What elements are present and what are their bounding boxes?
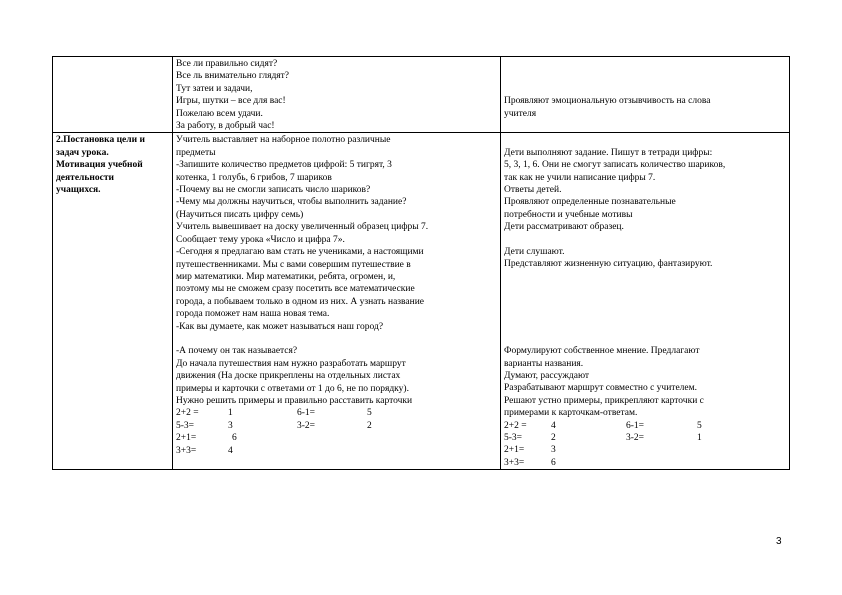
text-line: Проявляют определенные познавательные	[504, 197, 676, 208]
text-line: потребности и учебные мотивы	[504, 209, 633, 220]
text-line: поэтому мы не сможем сразу посетить все математические	[176, 284, 415, 295]
table-row	[53, 57, 790, 133]
text-line: Учитель вывешивает на доску увеличенный образец цифры 7.	[176, 222, 429, 233]
text-line: города поможет нам наша новая тема.	[176, 309, 330, 320]
stage-title-line: учащихся.	[56, 185, 101, 196]
text-line: Представляют жизненную ситуацию, фантазируют.	[504, 259, 713, 270]
text-line	[504, 320, 786, 332]
text-line: путешественниками. Мы с вами совершим путешествие в	[176, 259, 411, 270]
text-line: мир математики. Мир математики, ребята, огромен, и,	[176, 271, 396, 282]
text-line: (Научиться писать цифру семь)	[176, 209, 304, 220]
text-line: Решают устно примеры, прикрепляют карточки с	[504, 395, 704, 406]
example-row	[176, 420, 497, 432]
text-line	[504, 271, 786, 283]
example-expression: 6-1=	[297, 408, 316, 419]
example-card: 5	[367, 408, 372, 419]
text-line: До начала путешествия нам нужно разработать маршрут	[176, 358, 406, 369]
example-card: 2	[367, 420, 372, 431]
example-expression: 3+3=	[176, 445, 197, 456]
teacher-activity-cell	[173, 57, 501, 133]
example-expression: 5-3=	[504, 433, 523, 444]
text-line: Проявляют эмоциональную отзывчивость на слова	[504, 96, 711, 107]
text-line: -А почему он так называется?	[176, 346, 298, 357]
text-line: -Сегодня я предлагаю вам стать не учениками, а настоящими	[176, 247, 424, 258]
text-line: Ответы детей.	[504, 185, 562, 196]
text-line	[504, 308, 786, 320]
student-activity-cell	[501, 57, 790, 133]
answer-row	[504, 420, 786, 432]
answer-row	[504, 432, 786, 444]
example-expression: 3-2=	[626, 433, 645, 444]
text-line: За работу, в добрый час!	[176, 121, 275, 132]
text-line	[176, 333, 497, 345]
table-row	[53, 133, 790, 470]
example-expression: 2+1=	[176, 433, 197, 444]
text-line: Учитель выставляет на наборное полотно различные	[176, 135, 391, 146]
text-line: котенка, 1 голубь, 6 грибов, 7 шариков	[176, 172, 332, 183]
example-expression: 5-3=	[176, 420, 195, 431]
text-line: Дети слушают.	[504, 247, 565, 258]
text-line: -Почему вы не смогли записать число шариков?	[176, 185, 371, 196]
example-card: 6	[232, 433, 237, 444]
text-line: Пожелаю всем удачи.	[176, 108, 263, 119]
example-row	[176, 445, 497, 457]
text-line: примерами к карточкам-ответам.	[504, 408, 638, 419]
example-expression: 2+2 =	[176, 408, 199, 419]
example-card: 6	[551, 457, 556, 468]
text-line: Думают, рассуждают	[504, 371, 590, 382]
example-expression: 2+1=	[504, 445, 525, 456]
text-line	[504, 333, 786, 345]
text-line: Сообщает тему урока «Число и цифра 7».	[176, 234, 345, 245]
teacher-activity-cell	[173, 133, 501, 470]
example-expression: 2+2 =	[504, 420, 527, 431]
example-card: 5	[697, 420, 702, 431]
text-line: -Как вы думаете, как может называться наш город?	[176, 321, 384, 332]
text-line: города, а побываем только в одном из них. А узнать название	[176, 296, 424, 307]
text-line: Дети выполняют задание. Пишут в тетради цифры:	[504, 147, 713, 158]
stage-cell	[53, 133, 173, 470]
text-line	[504, 234, 786, 246]
text-line: движения (На доске прикреплены на отдельных листах	[176, 371, 401, 382]
stage-title-line: задач урока.	[56, 147, 109, 158]
stage-title-line: 2.Постановка цели и	[56, 135, 145, 146]
example-card: 3	[228, 420, 233, 431]
text-line: Разрабатывают маршрут совместно с учителем.	[504, 383, 698, 394]
text-line: -Запишите количество предметов цифрой: 5 тигрят, 3	[176, 160, 392, 171]
example-expression: 3+3=	[504, 457, 525, 468]
example-card: 4	[228, 445, 233, 456]
text-line	[504, 283, 786, 295]
student-activity-cell	[501, 133, 790, 470]
text-line	[504, 296, 786, 308]
text-line: 5, 3, 1, 6. Они не смогут записать количество шариков,	[504, 160, 726, 171]
text-line: варианты названия.	[504, 358, 584, 369]
example-card: 3	[551, 445, 556, 456]
example-card: 4	[551, 420, 556, 431]
text-line: учителя	[504, 108, 537, 119]
text-line: Нужно решить примеры и правильно расставить карточки	[176, 395, 413, 406]
text-line: Игры, шутки – все для вас!	[176, 96, 286, 107]
example-card: 2	[551, 433, 556, 444]
text-line: предметы	[176, 147, 216, 158]
text-line: Дети рассматривают образец.	[504, 222, 624, 233]
text-line: Все ли правильно сидят?	[176, 59, 278, 69]
example-row	[176, 407, 497, 419]
example-row	[176, 432, 497, 444]
stage-title-line: деятельности	[56, 172, 114, 183]
text-line: -Чему мы должны научиться, чтобы выполнить задание?	[176, 197, 407, 208]
text-line: Тут затеи и задачи,	[176, 83, 253, 94]
text-line: Все ль внимательно глядят?	[176, 71, 290, 82]
example-expression: 6-1=	[626, 420, 645, 431]
example-card: 1	[697, 433, 702, 444]
stage-cell	[53, 57, 173, 133]
text-line: примеры и карточки с ответами от 1 до 6, не по порядку).	[176, 383, 409, 394]
answer-row	[504, 444, 786, 456]
answer-row	[504, 457, 786, 469]
text-line: Формулируют собственное мнение. Предлагают	[504, 346, 700, 357]
lesson-plan-table	[52, 56, 790, 470]
example-card: 1	[228, 408, 233, 419]
example-expression: 3-2=	[297, 420, 316, 431]
page-number: 3	[776, 536, 782, 547]
text-line: так как не учили написание цифры 7.	[504, 172, 656, 183]
stage-title-line: Мотивация учебной	[56, 160, 143, 171]
